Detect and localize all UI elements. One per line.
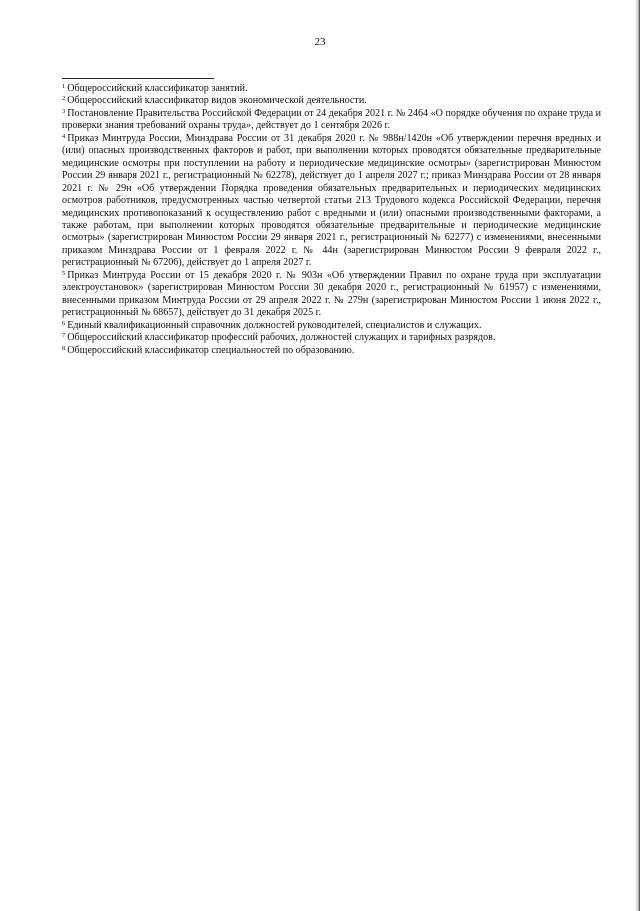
scan-edge-shadow <box>635 0 640 911</box>
footnote-1 <box>62 83 601 95</box>
footnote-marker: 8 <box>62 344 66 352</box>
footnote-5 <box>62 270 601 320</box>
footnote-marker: 2 <box>62 95 66 103</box>
footnote-text: Постановление Правительства Российской Федерации от 24 декабря 2021 г. № 2464 «О порядке обучения по охране труда и проверки знания требований охраны труда», действует до 1 сентября 2026 г. <box>62 107 601 132</box>
footnote-3 <box>62 108 601 133</box>
footnote-text: Единый квалификационный справочник должностей руководителей, специалистов и служащих. <box>67 319 482 331</box>
footnote-2 <box>62 95 601 107</box>
footnote-separator <box>62 78 214 79</box>
page-number: 23 <box>314 36 326 48</box>
footnote-text: Приказ Минтруда России, Минздрава России от 31 декабря 2020 г. № 988н/1420н «Об утверждении перечня вредных и (или) опасных производственных факторов и работ, при выполнении которых проводятся обязательные предварительные медицинские осмотры при поступлении на работу и периодические медицинские осмотры» (зарегистрирован Минюстом России 29 января 2021 г., регистрационный № 62278), действует до 1 апреля 2027 г.; приказ Минздрава России от 28 января 2021 г. № 29н «Об утверждении Порядка проведения обязательных предварительных и периодических медицинских осмотров работников, предусмотренных частью четвертой статьи 213 Трудового кодекса Российской Федерации, перечня медицинских противопоказаний к осуществлению работ с вредными и (или) опасными производственными факторами, а также работам, при выполнении которых проводятся обязательные предварительные и периодические медицинские осмотры» (зарегистрирован Минюстом России 29 января 2021 г., регистрационный № 62277) с изменениями, внесенными приказом Минздрава России от 1 февраля 2022 г. № 44н (зарегистрирован Минюстом России 9 февраля 2022 г., регистрационный № 67206), действует до 1 апреля 2027 г. <box>62 132 601 269</box>
footnote-4 <box>62 133 601 270</box>
footnote-6 <box>62 320 601 332</box>
footnote-text: Общероссийский классификатор видов экономической деятельности. <box>67 95 367 107</box>
footnote-marker: 3 <box>62 107 66 115</box>
footnote-7 <box>62 332 601 344</box>
footnote-marker: 1 <box>62 83 66 90</box>
footnote-text: Общероссийский классификатор профессий рабочих, должностей служащих и тарифных разрядов. <box>67 332 496 344</box>
footnote-marker: 7 <box>62 332 66 340</box>
footnote-8 <box>62 345 601 357</box>
footnote-text: Общероссийский классификатор специальностей по образованию. <box>67 344 355 356</box>
footnote-marker: 5 <box>62 269 66 277</box>
footnote-marker: 6 <box>62 319 66 327</box>
footnote-text: Приказ Минтруда России от 15 декабря 2020 г. № 903н «Об утверждении Правил по охране труда при эксплуатации электроустановок» (зарегистрирован Минюстом России 30 декабря 2020 г., регистрационный № 61957) с изменениями, внесенными приказом Минтруда России от 29 апреля 2022 г. № 279н (зарегистрирован Минюстом России 1 июня 2022 г., регистрационный № 68657), действует до 31 декабря 2025 г. <box>62 269 601 319</box>
footnote-text: Общероссийский классификатор занятий. <box>67 83 248 94</box>
footnote-marker: 4 <box>62 132 66 140</box>
footnotes-section <box>62 83 601 357</box>
